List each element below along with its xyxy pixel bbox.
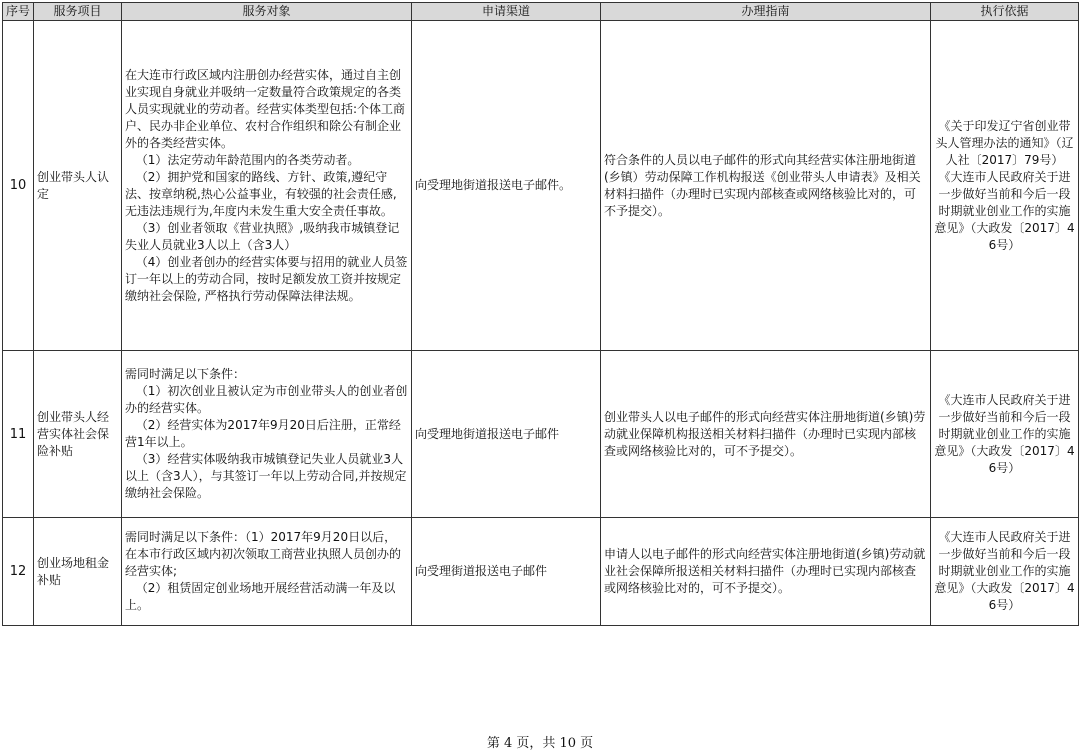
table-header-row — [3, 3, 1079, 21]
table-row — [3, 21, 1079, 351]
header-guide: 办理指南 — [601, 3, 931, 21]
procedure-guide: 符合条件的人员以电子邮件的形式向其经营实体注册地街道(乡镇）劳动保障工作机构报送《创业带头人申请表》及相关材料扫描件（办理时已实现内部核查或网络核验比对的，可不予提交）。 — [601, 21, 931, 351]
header-channel: 申请渠道 — [412, 3, 601, 21]
service-object — [122, 351, 412, 518]
row-number: 11 — [3, 351, 34, 518]
procedure-guide: 申请人以电子邮件的形式向经营实体注册地街道(乡镇)劳动就业社会保障所报送相关材料扫描件（办理时已实现内部核查或网络核验比对的，可不予提交）。 — [601, 518, 931, 626]
basis-line: 《大连市人民政府关于进一步做好当前和今后一段时期就业创业工作的实施意见》（大政发〔2017〕46号） — [934, 530, 1075, 612]
object-paragraph: （3）创业者领取《营业执照》,吸纳我市城镇登记失业人员就业3人以上（含3人） — [125, 220, 400, 252]
application-channel: 向受理地街道报送电子邮件。 — [412, 21, 601, 351]
service-item: 创业带头人经营实体社会保险补贴 — [34, 351, 122, 518]
row-number: 10 — [3, 21, 34, 351]
header-item: 服务项目 — [34, 3, 122, 21]
object-paragraph: 需同时满足以下条件：（1）2017年9月20日以后，在本市行政区域内初次领取工商营业执照人员创办的经营实体; — [125, 530, 402, 578]
legal-basis — [931, 351, 1079, 518]
service-item: 创业场地租金补贴 — [34, 518, 122, 626]
object-paragraph: （2）拥护党和国家的路线、方针、政策,遵纪守法、按章纳税,热心公益事业，有较强的社会责任感,无违法违规行为,年度内未发生重大安全责任事故。 — [125, 169, 397, 218]
application-channel: 向受理街道报送电子邮件 — [412, 518, 601, 626]
basis-line: 《大连市人民政府关于进一步做好当前和今后一段时期就业创业工作的实施意见》（大政发〔2017〕46号） — [934, 169, 1075, 252]
procedure-guide: 创业带头人以电子邮件的形式向经营实体注册地街道(乡镇)劳动就业保障机构报送相关材料扫描件（办理时已实现内部核查或网络核验比对的，可不予提交）。 — [601, 351, 931, 518]
object-paragraph: 需同时满足以下条件： — [125, 367, 246, 381]
object-paragraph: 在大连市行政区域内注册创办经营实体，通过自主创业实现自身就业并吸纳一定数量符合政策规定的各类人员实现就业的劳动者。经营实体类型包括:个体工商户、民办非企业单位、农村合作组织和除公有制企业外的各类经营实体。 — [125, 67, 406, 150]
basis-line: 《大连市人民政府关于进一步做好当前和今后一段时期就业创业工作的实施意见》（大政发〔2017〕46号） — [934, 392, 1075, 475]
service-table — [2, 2, 1079, 626]
object-paragraph: （2）租赁固定创业场地开展经营活动满一年及以上。 — [125, 581, 396, 612]
header-no: 序号 — [3, 3, 34, 21]
legal-basis — [931, 21, 1079, 351]
header-basis: 执行依据 — [931, 3, 1079, 21]
table-row — [3, 351, 1079, 518]
header-object: 服务对象 — [122, 3, 412, 21]
row-number: 12 — [3, 518, 34, 626]
service-item: 创业带头人认定 — [34, 21, 122, 351]
application-channel: 向受理地街道报送电子邮件 — [412, 351, 601, 518]
object-paragraph: （1）初次创业且被认定为市创业带头人的创业者创办的经营实体。 — [125, 384, 408, 415]
page-footer: 第 4 页，共 10 页 — [486, 736, 594, 751]
object-paragraph: （3）经营实体吸纳我市城镇登记失业人员就业3人以上（含3人），与其签订一年以上劳动合同,并按规定缴纳社会保险。 — [125, 452, 407, 500]
service-object — [122, 21, 412, 351]
basis-line: 《关于印发辽宁省创业带头人管理办法的通知》（辽人社〔2017〕79号） — [935, 118, 1074, 167]
legal-basis — [931, 518, 1079, 626]
object-paragraph: （2）经营实体为2017年9月20日后注册，正常经营1年以上。 — [125, 418, 401, 449]
table-row — [3, 518, 1079, 626]
object-paragraph: （1）法定劳动年龄范围内的各类劳动者。 — [135, 152, 360, 167]
object-paragraph: （4）创业者创办的经营实体要与招用的就业人员签订一年以上的劳动合同，按时足额发放工资并按规定缴纳社会保险, 严格执行劳动保障法律法规。 — [125, 254, 408, 303]
service-object — [122, 518, 412, 626]
